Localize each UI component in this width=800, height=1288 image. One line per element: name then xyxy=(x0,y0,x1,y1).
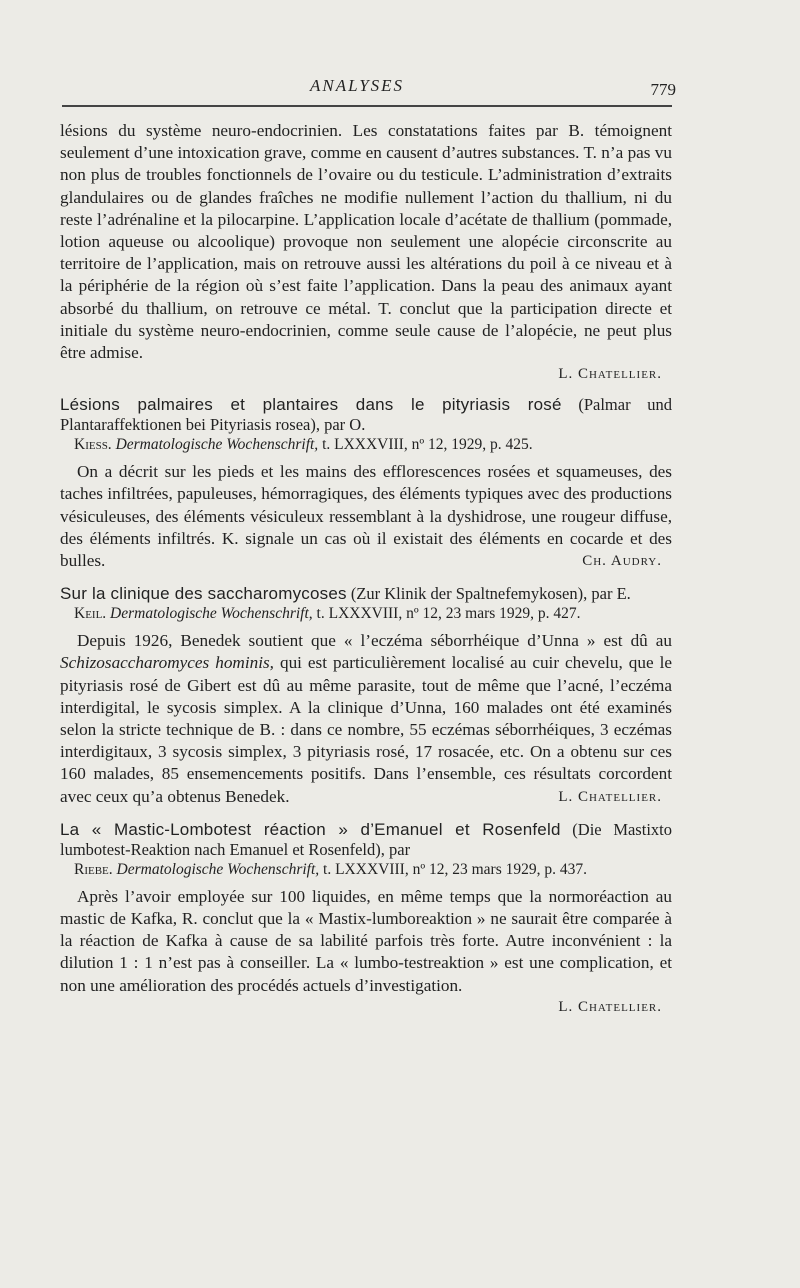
article-signature: L. Chatellier. xyxy=(558,788,662,805)
article-author: Kiess. xyxy=(74,436,112,454)
article-subtitle: (Zur Klinik der Spaltnefemykosen), par E. xyxy=(350,584,631,604)
article-author: Riebe. xyxy=(74,860,113,878)
article-heading: Sur la clinique des saccharomycoses xyxy=(60,584,347,604)
article-body-italic: Schizosaccharomyces hominis, xyxy=(60,653,274,673)
article-body-text: On a décrit sur les pieds et les mains des efflorescences rosées et squameuses, des taches infiltrées, papuleuses, hémorragiques, des éléments typiques avec des productions vésiculeuses, des éléments vésiculeux ressemblant à la dyshidrose, une rougeur diffuse, des éléments infiltrés. K. signale un cas où il existait des éléments en cocarde et des bulles. xyxy=(60,462,672,571)
article-heading: Lésions palmaires et plantaires dans le pityriasis rosé xyxy=(60,395,562,415)
article-lesions-palmaires xyxy=(60,395,672,572)
article-signature: Ch. Audry. xyxy=(582,553,662,570)
article-subtitle: (Die Mastixto lumbotest-Reaktion nach Emanuel et Rosenfeld), par xyxy=(60,819,672,859)
article-citation: t. LXXXVIII, nº 12, 1929, p. 425. xyxy=(322,436,533,454)
header-rule xyxy=(62,105,672,107)
article-title xyxy=(60,584,672,604)
article-reference xyxy=(60,435,672,455)
intro-signature-text: L. Chatellier. xyxy=(558,366,662,383)
article-title xyxy=(60,395,672,435)
intro-signature xyxy=(60,366,662,383)
article-subtitle: (Palmar und Plantaraffektionen bei Pityriasis rosea), par O. xyxy=(60,395,673,435)
article-reference xyxy=(60,604,672,624)
article-body-text-2: qui est particulièrement localisé au cuir chevelu, que le pityriasis rosé de Gibert est dû au même parasite, tout de même que l’acné, l’eczéma interdigital, le sycosis simplex. A la clinique d’Unna, 160 malades ont été examinés selon la stricte technique de B. : dans ce nombre, 55 eczémas séborrhéiques, 3 eczémas interdigitaux, 3 sycosis simplex, 3 pityriasis rosé, 17 rosacée, etc. On a obtenu sur ces 160 malades, 85 ensemencements positifs. Dans l’ensemble, ces résultats corcordent avec ceux qu’a obtenus Benedek. xyxy=(60,653,673,806)
article-body xyxy=(60,461,672,572)
article-journal: Dermatologische Wochenschrift, xyxy=(115,436,319,454)
article-title xyxy=(60,820,672,860)
page-number: 779 xyxy=(650,80,676,99)
page-body xyxy=(60,120,672,1016)
article-saccharomycoses xyxy=(60,584,672,808)
page-header xyxy=(60,76,676,99)
article-heading: La « Mastic-Lombotest réaction » d’Emanuel et Rosenfeld xyxy=(60,819,561,839)
article-signature: L. Chatellier. xyxy=(558,998,662,1015)
article-body xyxy=(60,630,672,808)
article-author: Keil. xyxy=(74,605,107,623)
article-citation: t. LXXXVIII, nº 12, 23 mars 1929, p. 427. xyxy=(316,605,581,623)
intro-paragraph: lésions du système neuro-endocrinien. Les constatations faites par B. témoignent seulement d’une intoxication grave, comme en causent d’autres substances. T. n’a pas vu non plus de troubles fonctionnels de l’ovaire ou du testicule. L’administration d’extraits glandulaires ou de glandes fraîches ne modifie nullement l’action du thallium, ni du reste l’adrénaline et la pilocarpine. L’application locale d’acétate de thallium (pommade, lotion aqueuse ou alcoolique) provoque non seulement une alopécie circonscrite au territoire de l’application, mais on retrouve aussi les altérations du poil à ce niveau et à la périphérie de la région où s’est faite l’application. Dans la peau des animaux ayant absorbé du thallium, on retrouve ce métal. T. conclut que la participation directe et initiale du système neuro-endocrinien, comme seule cause de l’alopécie, ne peut plus être admise. xyxy=(60,121,672,363)
article-signature-line xyxy=(60,999,662,1016)
article-body-text-1: Depuis 1926, Benedek soutient que « l’eczéma séborrhéique d’Unna » est dû au xyxy=(77,631,672,651)
article-journal: Dermatologische Wochenschrift, xyxy=(116,860,320,878)
article-mastic-lombotest xyxy=(60,820,672,1016)
running-title: ANALYSES xyxy=(310,76,405,95)
article-body: Après l’avoir employée sur 100 liquides, en même temps que la normoréaction au mastic de Kafka, R. conclut que la « Mastix-lumboreaktion » ne saurait être comparée à la réaction de Kafka à cause de sa labilité parfois très forte. Autre inconvénient : la dilution 1 : 1 n’est pas à conseiller. La « lumbo-testreaktion » est une complication, et non une amélioration des procédés actuels d’investigation. xyxy=(60,886,672,995)
article-citation: t. LXXXVIII, nº 12, 23 mars 1929, p. 437. xyxy=(323,860,588,878)
article-reference xyxy=(60,860,672,880)
article-journal: Dermatologische Wochenschrift, xyxy=(110,605,313,623)
